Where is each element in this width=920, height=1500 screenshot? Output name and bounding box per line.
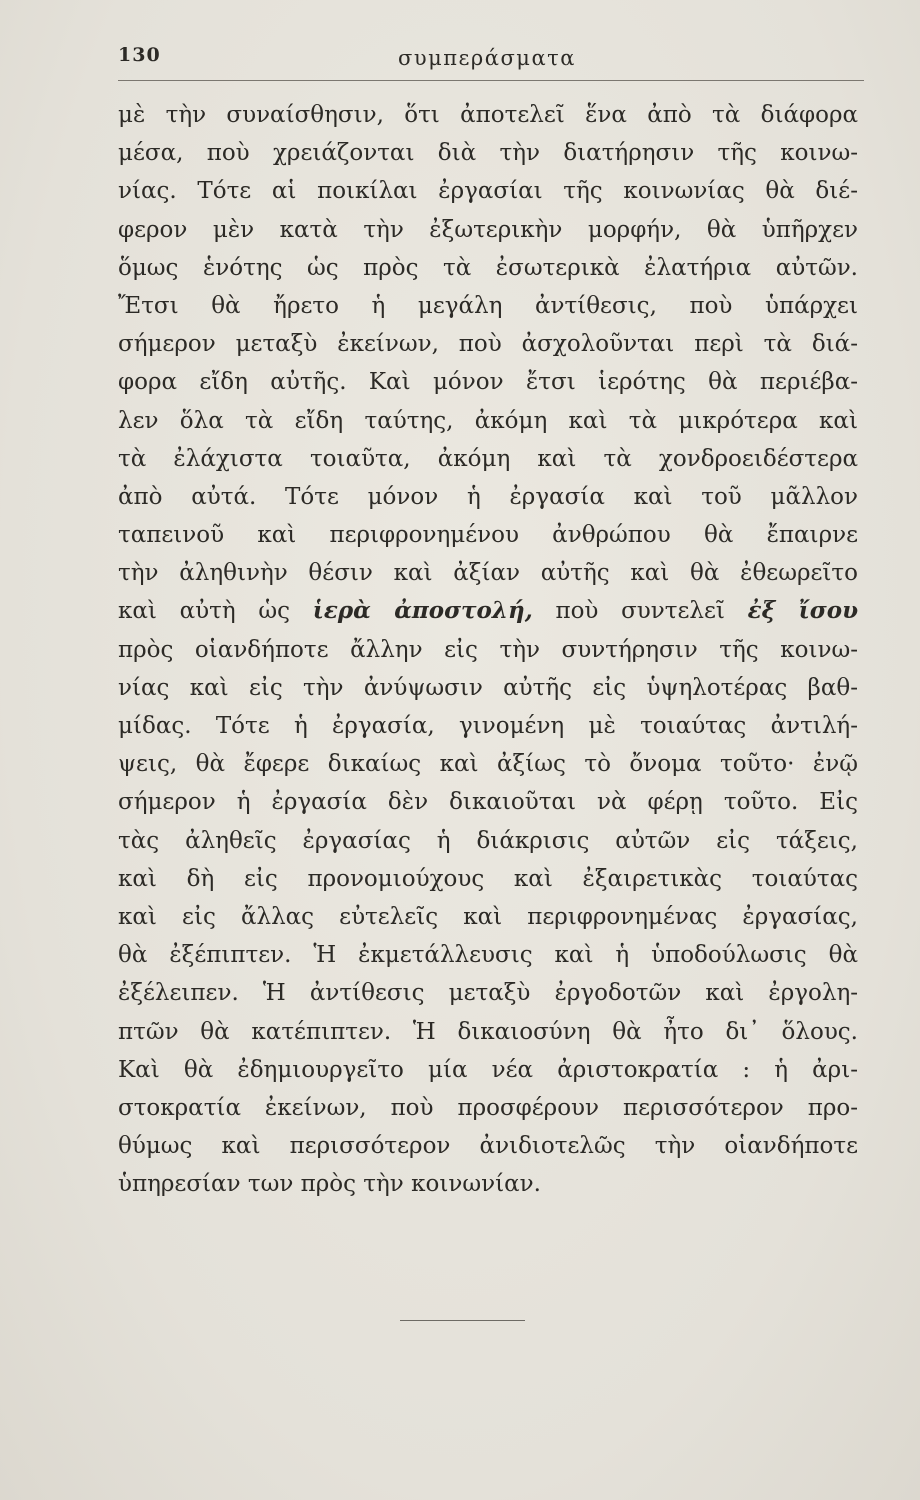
text-line: σήμερον ἡ ἐργασία δὲν δικαιοῦται νὰ φέρῃ τοῦτο. Εἰς	[118, 789, 858, 816]
text-line: λεν ὅλα τὰ εἴδη ταύτης, ἀκόμη καὶ τὰ μικρότερα καὶ	[118, 407, 858, 434]
text-line: ὅμως ἑνότης ὡς πρὸς τὰ ἐσωτερικὰ ἐλατήρια αὐτῶν.	[118, 254, 858, 281]
text-line: νίας καὶ εἰς τὴν ἀνύψωσιν αὐτῆς εἰς ὑψηλοτέρας βαθ-	[118, 674, 858, 701]
text-line: πρὸς οἱανδήποτε ἄλλην εἰς τὴν συντήρησιν τῆς κοινω-	[118, 636, 858, 663]
emphasized-phrase: ἱερὰ ἀποστολή,	[312, 597, 533, 625]
text-line: Καὶ θὰ ἐδημιουργεῖτο μία νέα ἀριστοκρατία : ἡ ἀρι-	[118, 1056, 858, 1083]
text-line: Ἔτσι θὰ ἤρετο ἡ μεγάλη ἀντίθεσις, ποὺ ὑπάρχει	[118, 292, 858, 319]
page-header	[118, 44, 864, 81]
text-line: μίδας. Τότε ἡ ἐργασία, γινομένη μὲ τοιαύτας ἀντιλή-	[118, 713, 858, 739]
text-line: τὰ ἐλάχιστα τοιαῦτα, ἀκόμη καὶ τὰ χονδροειδέστερα	[118, 445, 858, 472]
text-line: φορα εἴδη αὐτῆς. Καὶ μόνον ἔτσι ἱερότης θὰ περιέβα-	[118, 369, 858, 396]
text-line: πτῶν θὰ κατέπιπτεν. Ἡ δικαιοσύνη θὰ ἦτο δι᾿ ὅλους.	[118, 1018, 858, 1045]
text-line: καὶ δὴ εἰς προνομιούχους καὶ ἐξαιρετικὰς τοιαύτας	[118, 865, 858, 892]
text-line: στοκρατία ἐκείνων, ποὺ προσφέρουν περισσότερον προ-	[118, 1094, 858, 1121]
emphasized-phrase: ἐξ ἴσου	[747, 597, 858, 625]
text-line: μέσα, ποὺ χρειάζονται διὰ τὴν διατήρησιν τῆς κοινω-	[118, 140, 858, 167]
text-line: ἐξέλειπεν. Ἡ ἀντίθεσις μεταξὺ ἐργοδοτῶν καὶ ἐργολη-	[118, 980, 858, 1007]
text-line-emphasis	[118, 592, 858, 630]
text-line: ἀπὸ αὐτά. Τότε μόνον ἡ ἐργασία καὶ τοῦ μᾶλλον	[118, 483, 858, 510]
text-line: ὑπηρεσίαν των πρὸς τὴν κοινωνίαν.	[118, 1171, 541, 1198]
body-text	[118, 96, 858, 1203]
end-rule	[400, 1320, 525, 1321]
text-line: νίας. Τότε αἱ ποικίλαι ἐργασίαι τῆς κοινωνίας θὰ διέ-	[118, 178, 858, 205]
running-title: συμπεράσματα	[398, 46, 576, 70]
text-line: θύμως καὶ περισσότερον ἀνιδιοτελῶς τὴν οἱανδήποτε	[118, 1133, 858, 1160]
text-line: τὴν ἀληθινὴν θέσιν καὶ ἀξίαν αὐτῆς καὶ θὰ ἐθεωρεῖτο	[118, 560, 858, 587]
text-line: σήμερον μεταξὺ ἐκείνων, ποὺ ἀσχολοῦνται περὶ τὰ διά-	[118, 331, 858, 358]
text-line: ταπεινοῦ καὶ περιφρονημένου ἀνθρώπου θὰ ἔπαιρνε	[118, 522, 858, 549]
text-line: καὶ εἰς ἄλλας εὐτελεῖς καὶ περιφρονημένας ἐργασίας,	[118, 903, 858, 930]
text-line: φερον μὲν κατὰ τὴν ἐξωτερικὴν μορφήν, θὰ ὑπῆρχεν	[118, 216, 858, 243]
page-number: 130	[118, 44, 161, 66]
text-segment: ποὺ συντελεῖ	[555, 598, 725, 625]
text-line: μὲ τὴν συναίσθησιν, ὅτι ἀποτελεῖ ἕνα ἀπὸ τὰ διάφορα	[118, 102, 858, 128]
text-line: ψεις, θὰ ἔφερε δικαίως καὶ ἀξίως τὸ ὄνομα τοῦτο· ἐνῷ	[118, 751, 858, 778]
text-line: τὰς ἀληθεῖς ἐργασίας ἡ διάκρισις αὐτῶν εἰς τάξεις,	[118, 827, 858, 854]
text-segment: καὶ αὐτὴ ὡς	[118, 598, 290, 625]
text-line: θὰ ἐξέπιπτεν. Ἡ ἐκμετάλλευσις καὶ ἡ ὑποδούλωσις θὰ	[118, 942, 858, 969]
